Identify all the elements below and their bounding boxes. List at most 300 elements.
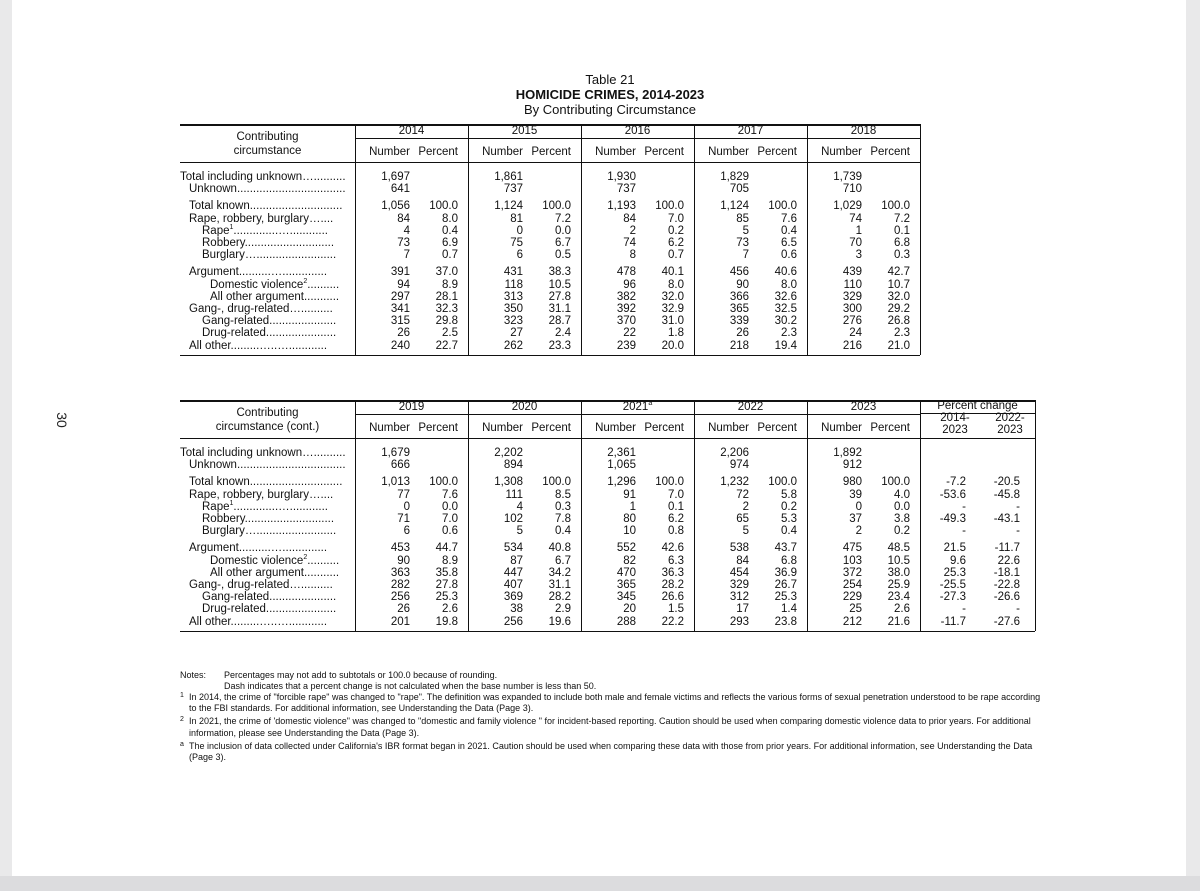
row-label-text: Drug-related...................... [202,603,337,616]
leader-dots: .......... [307,554,340,567]
cell-percent-change: -53.6 [939,488,966,501]
cell-percent: 0.2 [894,525,910,538]
cell-percent: 7.8 [555,513,571,525]
rule-vertical [807,162,808,355]
footnote-marker: 1 [229,223,234,231]
cell-number: 365 [616,579,636,591]
cell-percent: 0.5 [555,249,571,262]
cell-percent: 100.0 [429,200,458,213]
row-label-text: Robbery............................ [202,513,335,525]
cell-percent: 8.0 [781,278,797,291]
row-label [202,525,336,538]
rule-horizontal [581,414,694,415]
cell-percent-change: 25.3 [943,566,966,579]
cell-percent: 42.7 [887,266,910,279]
cell-number: 737 [503,183,523,196]
cell-percent-change: -27.3 [939,591,966,604]
note-line-2: Dash indicates that a percent change is not calculated when the base number is less than 50. [224,681,597,691]
cell-number: 447 [503,566,523,579]
cell-percent: 2.5 [442,327,458,340]
cell-number: 1,065 [607,459,636,472]
cell-percent: 28.2 [548,591,571,604]
cell-percent-change: 22.6 [997,554,1020,567]
cell-number: 81 [510,212,523,225]
cell-number: 39 [849,488,862,501]
cell-percent: 26.6 [661,591,684,604]
subheader-percent: Percent [757,422,797,434]
cell-number: 350 [503,303,523,315]
rule-vertical [807,438,808,631]
notes-section [180,670,1050,763]
cell-percent: 0.6 [442,525,458,538]
cell-percent: 21.0 [887,339,910,352]
cell-percent: 38.0 [887,566,910,579]
footnote-marker: 1 [229,499,234,507]
cell-number: 110 [843,278,862,291]
cell-number: 1,739 [833,171,862,183]
cell-number: 365 [729,303,749,315]
rule-horizontal [180,355,920,356]
cell-percent: 6.2 [668,513,684,525]
rule-vertical [920,124,921,162]
cell-number: 22 [623,327,636,340]
subheader-number: Number [482,422,523,434]
cell-number: 84 [736,554,749,567]
cell-percent-change: - [1016,500,1020,513]
cell-percent: 32.6 [774,290,797,303]
cell-number: 74 [623,237,636,249]
cell-number: 894 [503,459,523,472]
cell-number: 229 [842,591,862,604]
cell-number: 552 [616,542,636,555]
row-label-text: Gang-, drug-related….......... [189,579,333,591]
year-header-2020 [468,401,581,414]
cell-number: 2 [855,525,862,538]
footnote-marker: 2 [303,553,308,561]
cell-number: 6 [516,249,523,262]
subheader-number: Number [708,422,749,434]
cell-number: 456 [729,266,749,279]
row-label-text: Argument..........….............. [189,266,328,279]
year-label: 2020 [511,401,538,413]
cell-percent: 2.3 [894,327,910,340]
cell-number: 641 [390,183,410,196]
cell-percent: 29.2 [887,303,910,315]
cell-percent: 26.8 [887,315,910,328]
cell-number: 407 [503,579,523,591]
cell-percent: 0.1 [894,224,910,237]
cell-number: 4 [403,224,410,237]
cell-number: 8 [629,249,636,262]
cell-percent: 100.0 [429,476,458,489]
cell-percent: 6.8 [781,554,797,567]
cell-percent: 0.4 [781,224,797,237]
rule-vertical [468,162,469,355]
subheader-percent: Percent [757,146,797,158]
subheader-number: Number [482,146,523,158]
cell-percent: 32.3 [435,303,458,315]
row-label-text: Total known............................. [189,476,343,489]
cell-percent: 25.3 [774,591,797,604]
percent-change-col-top: 2014- [940,412,970,424]
cell-number: 439 [842,266,862,279]
cell-number: 91 [623,488,636,501]
cell-percent: 6.7 [555,237,571,249]
row-label-text: All other argument........... [210,290,340,303]
row-label-text: Argument..........….............. [189,542,328,555]
cell-number: 341 [390,303,410,315]
cell-percent: 31.1 [548,303,571,315]
cell-percent: 1.5 [668,603,684,616]
cell-number: 2,202 [494,447,523,459]
cell-number: 369 [503,591,523,604]
rule-horizontal [694,138,807,139]
cell-percent-change: -27.6 [993,615,1020,628]
subheader-percent: Percent [644,422,684,434]
cell-number: 666 [390,459,410,472]
row-label [189,616,327,629]
cell-percent-change: - [962,500,966,513]
cell-number: 288 [616,615,636,628]
cell-percent: 19.4 [774,339,797,352]
cell-percent: 48.5 [887,542,910,555]
row-label-text: Domestic violence [210,554,304,567]
cell-percent: 27.8 [548,290,571,303]
cell-percent: 2.9 [555,603,571,616]
cell-percent-change: -18.1 [993,566,1020,579]
cell-percent: 2.3 [781,327,797,340]
row-label-text: All other.........…..…............ [189,615,328,628]
corner-label-line1: Contributing [236,131,299,143]
cell-number: 90 [736,278,749,291]
cell-percent: 8.9 [442,278,458,291]
cell-number: 212 [842,615,862,628]
cell-percent: 32.0 [887,290,910,303]
cell-number: 1,056 [381,200,410,213]
cell-number: 218 [729,339,749,352]
row-label [189,459,346,472]
cell-percent-change: -20.5 [993,476,1020,489]
cell-percent: 7.0 [668,212,684,225]
cell-number: 20 [623,603,636,616]
cell-number: 737 [616,183,636,196]
cell-percent: 100.0 [768,200,797,213]
cell-number: 4 [516,500,523,513]
cell-percent: 100.0 [768,476,797,489]
row-label-text: Domestic violence [210,278,304,291]
cell-percent: 23.4 [887,591,910,604]
corner-label-line2: circumstance (cont.) [215,421,320,433]
cell-percent: 0.7 [668,249,684,262]
cell-percent: 43.7 [774,542,797,555]
rule-horizontal [355,138,468,139]
row-label-text: Rape [202,500,230,513]
row-label-text: Total including unknown….......... [180,171,346,183]
cell-number: 1 [855,224,862,237]
cell-percent: 6.8 [894,237,910,249]
cell-number: 201 [390,615,410,628]
cell-percent: 0.4 [781,525,797,538]
cell-percent: 22.2 [661,615,684,628]
cell-percent: 32.0 [661,290,684,303]
year-header-2023 [807,401,920,414]
cell-percent: 40.1 [661,266,684,279]
row-label [210,291,339,304]
cell-percent: 10.5 [548,278,571,291]
cell-percent: 31.1 [548,579,571,591]
cell-percent: 100.0 [542,476,571,489]
cell-number: 323 [503,315,523,328]
cell-percent: 0.3 [894,249,910,262]
cell-percent: 100.0 [542,200,571,213]
cell-percent: 5.3 [781,513,797,525]
year-label: 2023 [850,401,877,413]
row-label [189,303,333,316]
cell-number: 102 [503,513,523,525]
table-title: HOMICIDE CRIMES, 2014-2023 [515,87,705,102]
cell-percent: 36.3 [661,566,684,579]
cell-percent: 32.9 [661,303,684,315]
year-header-2021 [581,401,694,414]
cell-number: 75 [510,237,523,249]
row-label-text: Rape, robbery, burglary….... [189,488,334,501]
cell-number: 87 [510,554,523,567]
cell-number: 705 [729,183,749,196]
row-label [202,249,336,262]
cell-percent: 8.0 [442,212,458,225]
cell-percent: 0.6 [781,249,797,262]
cell-number: 1,296 [607,476,636,489]
subheader-percent: Percent [418,422,458,434]
cell-percent-change: -49.3 [939,513,966,525]
cell-number: 71 [397,513,410,525]
cell-number: 475 [842,542,862,555]
rule-horizontal [807,414,920,415]
rule-vertical [694,162,695,355]
leader-dots: ..............…............ [233,500,328,513]
rule-horizontal [807,138,920,139]
cell-percent: 0.4 [442,224,458,237]
row-label-text: Gang-related..................... [202,591,337,604]
cell-number: 392 [616,303,636,315]
cell-percent: 0.0 [894,500,910,513]
cell-percent-change: -7.2 [946,476,966,489]
cell-number: 85 [736,212,749,225]
cell-number: 25 [849,603,862,616]
cell-number: 391 [390,266,410,279]
year-label: 2014 [398,125,425,137]
row-label [202,513,334,526]
table-subtitle: By Contributing Circumstance [524,102,696,117]
cell-number: 7 [742,249,749,262]
cell-number: 24 [849,327,862,340]
row-label [189,183,346,196]
cell-number: 1,697 [381,171,410,183]
cell-percent: 8.0 [668,278,684,291]
cell-number: 118 [504,278,523,291]
cell-number: 82 [623,554,636,567]
rule-horizontal [355,414,468,415]
rule-vertical [355,438,356,631]
cell-percent-change: -45.8 [993,488,1020,501]
cell-number: 10 [623,525,636,538]
subheader-number: Number [595,146,636,158]
year-label: 2022 [737,401,764,413]
row-label [180,171,346,184]
row-label [202,315,336,328]
cell-percent: 7.2 [555,212,571,225]
rule-vertical [468,438,469,631]
rule-vertical [355,162,356,355]
row-label [202,327,336,340]
year-label: 2021 [622,401,649,413]
rule-horizontal [694,414,807,415]
leader-dots: .......... [307,278,340,291]
cell-number: 453 [390,542,410,555]
cell-number: 1,029 [833,200,862,213]
year-label: 2019 [398,401,425,413]
cell-number: 339 [729,315,749,328]
cell-number: 26 [736,327,749,340]
cell-percent: 19.6 [548,615,571,628]
cell-number: 73 [736,237,749,249]
cell-percent: 29.8 [435,315,458,328]
cell-number: 431 [503,266,523,279]
percent-change-col-bottom: 2023 [997,424,1023,436]
cell-number: 0 [516,224,523,237]
rule-horizontal [180,631,1035,632]
cell-number: 0 [403,500,410,513]
row-label [210,567,339,580]
cell-percent: 40.6 [774,266,797,279]
cell-percent-change: 21.5 [943,542,966,555]
cell-number: 1 [629,500,636,513]
page-number: 30 [53,412,70,428]
subheader-number: Number [369,146,410,158]
row-label-text: Total known............................. [189,200,343,213]
cell-percent-change: - [1016,603,1020,616]
cell-percent: 7.6 [781,212,797,225]
cell-percent: 26.7 [774,579,797,591]
cell-number: 1,013 [381,476,410,489]
footnote-2: 2 In 2021, the crime of 'domestic violence" was changed to "domestic and family violence " for incident-based reporting. Caution should be used when comparing domestic violence data to prior years. For additional information, please see Understanding the Data (Page 3). [180,716,1031,738]
cell-percent: 19.8 [435,615,458,628]
subheader-number: Number [708,146,749,158]
cell-number: 2 [742,500,749,513]
cell-number: 478 [616,266,636,279]
cell-number: 262 [503,339,523,352]
cell-percent: 0.2 [781,500,797,513]
row-label [202,225,328,238]
cell-number: 240 [390,339,410,352]
year-label: 2016 [624,125,651,137]
corner-label-line1: Contributing [236,407,299,419]
cell-number: 2 [629,224,636,237]
cell-percent: 30.2 [774,315,797,328]
note-line-1: Percentages may not add to subtotals or 100.0 because of rounding. [224,670,498,680]
cell-number: 329 [842,290,862,303]
cell-percent: 40.8 [548,542,571,555]
cell-percent: 6.5 [781,237,797,249]
cell-percent-change: -11.7 [940,615,966,628]
cell-number: 372 [842,566,862,579]
rule-vertical [920,438,921,631]
year-header-2016 [581,125,694,138]
cell-number: 1,892 [833,447,862,459]
cell-number: 26 [397,603,410,616]
rule-horizontal [180,438,1035,439]
cell-number: 538 [729,542,749,555]
cell-number: 1,861 [494,171,523,183]
cell-percent: 7.0 [668,488,684,501]
cell-number: 7 [403,249,410,262]
rule-vertical [694,438,695,631]
subheader-percent: Percent [870,146,910,158]
cell-number: 366 [729,290,749,303]
footnote-marker: a [648,400,653,408]
cell-number: 216 [842,339,862,352]
cell-number: 1,124 [720,200,749,213]
cell-percent: 0.7 [442,249,458,262]
cell-percent: 5.8 [781,488,797,501]
row-label-text: Drug-related...................... [202,327,337,340]
cell-percent: 8.9 [442,554,458,567]
row-label-text: Total including unknown….......... [180,447,346,459]
cell-percent: 22.7 [435,339,458,352]
cell-percent: 7.2 [894,212,910,225]
cell-number: 254 [842,579,862,591]
cell-percent-change: -26.6 [993,591,1020,604]
cell-number: 3 [855,249,862,262]
cell-number: 96 [623,278,636,291]
page-shadow [0,876,1200,891]
cell-percent: 10.7 [887,278,910,291]
cell-number: 5 [742,224,749,237]
row-label [202,603,336,616]
percent-change-col-top: 2022- [995,412,1025,424]
year-header-2018 [807,125,920,138]
cell-number: 256 [503,615,523,628]
cell-percent: 6.2 [668,237,684,249]
cell-number: 6 [403,525,410,538]
cell-percent: 28.7 [548,315,571,328]
cell-number: 297 [390,290,410,303]
cell-percent-change: -11.7 [994,542,1020,555]
year-header-2015 [468,125,581,138]
cell-percent: 0.3 [555,500,571,513]
year-label: 2017 [737,125,764,137]
cell-percent-change: -43.1 [993,513,1020,525]
cell-number: 315 [390,315,410,328]
row-label [210,279,339,292]
cell-number: 80 [623,513,636,525]
year-label: 2018 [850,125,877,137]
year-label: 2015 [511,125,538,137]
table-number: Table 21 [585,72,635,87]
cell-number: 256 [390,591,410,604]
cell-percent: 2.6 [442,603,458,616]
cell-percent: 0.1 [668,500,684,513]
cell-percent: 25.9 [887,579,910,591]
cell-number: 94 [397,278,410,291]
cell-number: 72 [736,488,749,501]
cell-number: 1,829 [720,171,749,183]
row-label [202,501,328,514]
row-label-text: Rape [202,224,230,237]
subheader-percent: Percent [644,146,684,158]
cell-number: 329 [729,579,749,591]
rule-vertical [1035,400,1036,631]
